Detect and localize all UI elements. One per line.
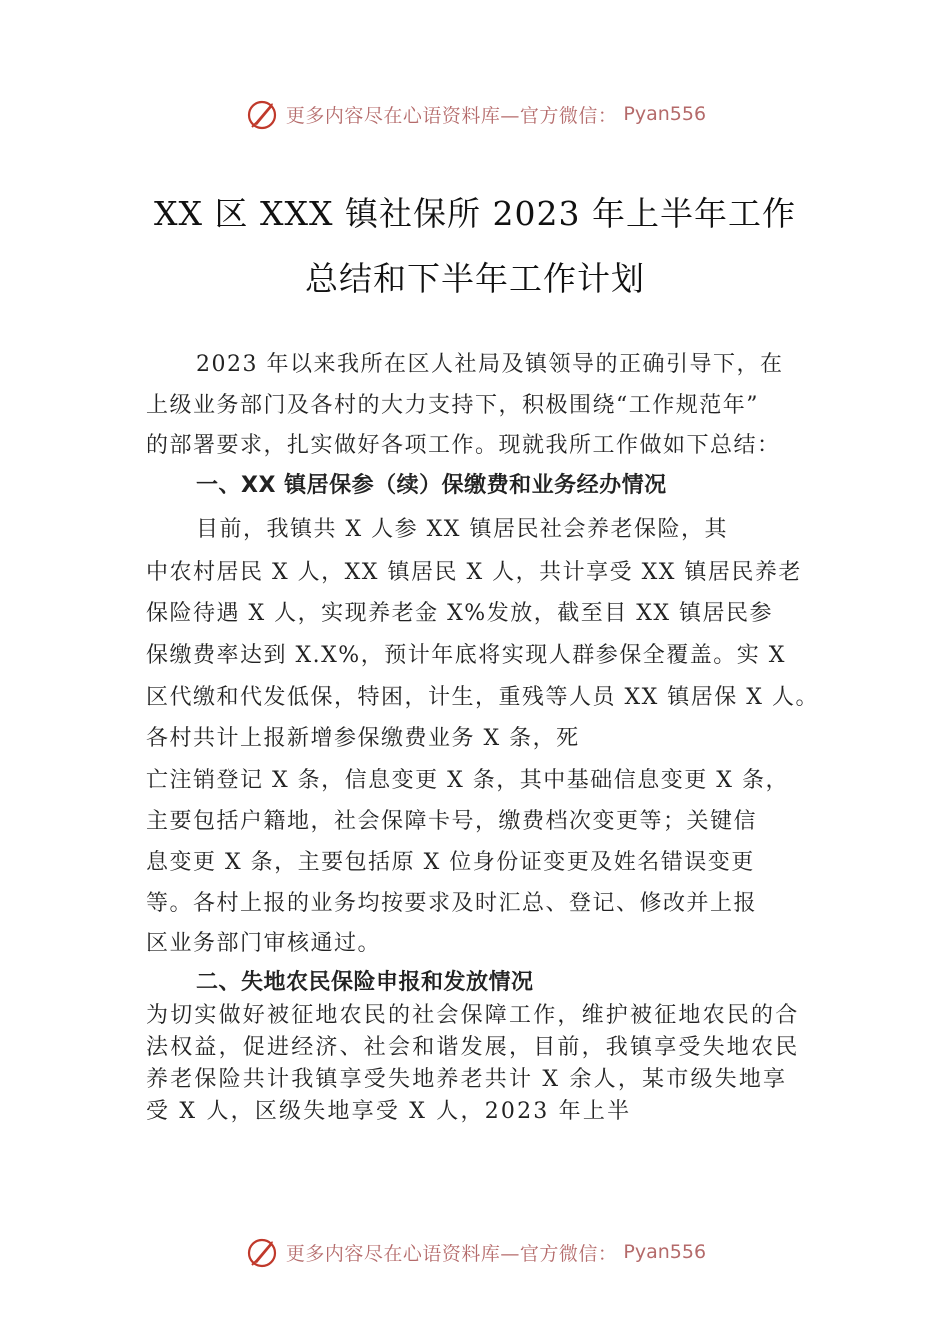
body-line-5: 目前，我镇共 X 人参 XX 镇居民社会养老保险，其 <box>196 517 728 542</box>
body-line-13: 息变更 X 条，主要包括原 X 位身份证变更及姓名错误变更 <box>146 850 755 875</box>
banner-wechat-id: Pyan556 <box>623 1241 707 1263</box>
header-watermark <box>0 94 950 134</box>
footer-watermark <box>0 1232 950 1272</box>
section-heading-2: 二、失地农民保险申报和发放情况 <box>196 970 534 995</box>
body-line-8: 保缴费率达到 X.X%，预计年底将实现人群参保全覆盖。实 X <box>146 643 786 668</box>
body-line-18: 法权益，促进经济、社会和谐发展，目前，我镇享受失地农民 <box>146 1035 800 1060</box>
banner-text: 更多内容尽在心语资料库—官方微信： <box>285 1242 618 1265</box>
body-line-15: 区业务部门审核通过。 <box>146 931 382 956</box>
body-line-11: 亡注销登记 X 条，信息变更 X 条，其中基础信息变更 X 条， <box>146 768 789 793</box>
body-line-1: 2023 年以来我所在区人社局及镇领导的正确引导下，在 <box>196 352 784 377</box>
body-line-19: 养老保险共计我镇享受失地养老共计 X 余人，某市级失地享 <box>146 1067 788 1092</box>
body-line-14: 等。各村上报的业务均按要求及时汇总、登记、修改并上报 <box>146 891 758 916</box>
body-line-17: 为切实做好被征地农民的社会保障工作，维护被征地农民的合 <box>146 1003 800 1028</box>
body-line-20: 受 X 人，区级失地享受 X 人，2023 年上半 <box>146 1099 632 1124</box>
quill-logo-icon <box>244 1234 280 1270</box>
body-line-10: 各村共计上报新增参保缴费业务 X 条，死 <box>146 726 580 751</box>
body-line-3: 的部署要求，扎实做好各项工作。现就我所工作做如下总结： <box>146 433 781 458</box>
body-line-12: 主要包括户籍地，社会保障卡号，缴费档次变更等；关键信 <box>146 809 758 834</box>
quill-logo-icon <box>244 96 280 132</box>
document-title-line-2: 总结和下半年工作计划 <box>305 259 645 298</box>
body-line-7: 保险待遇 X 人，实现养老金 X%发放，截至目 XX 镇居民参 <box>146 601 774 626</box>
banner-text: 更多内容尽在心语资料库—官方微信： <box>285 104 618 127</box>
section-heading-1: 一、XX 镇居保参（续）保缴费和业务经办情况 <box>196 473 667 498</box>
banner-wechat-id: Pyan556 <box>623 103 707 125</box>
body-line-9: 区代缴和代发低保，特困，计生，重残等人员 XX 镇居保 X 人。 <box>146 685 819 710</box>
document-title-line-1: XX 区 XXX 镇社保所 2023 年上半年工作 <box>154 194 796 233</box>
body-line-2: 上级业务部门及各村的大力支持下，积极围绕“工作规范年” <box>146 393 759 418</box>
body-line-6: 中农村居民 X 人，XX 镇居民 X 人，共计享受 XX 镇居民养老 <box>146 560 802 585</box>
